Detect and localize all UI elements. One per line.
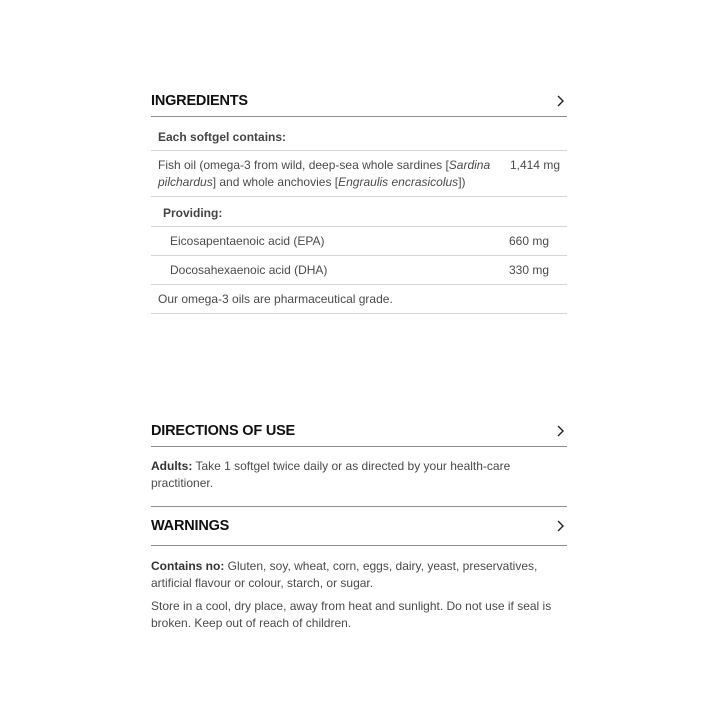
epa-label: Eicosapentaenoic acid (EPA) bbox=[170, 234, 325, 248]
chevron-right-icon[interactable] bbox=[553, 94, 567, 108]
ingredients-table bbox=[151, 117, 567, 314]
directions-text: Adults: Take 1 softgel twice daily or as directed by your health-care practitioner. bbox=[151, 459, 511, 490]
contains-no-label: Contains no: bbox=[151, 559, 225, 573]
ingredients-title: INGREDIENTS bbox=[151, 93, 248, 109]
table-row bbox=[151, 227, 567, 256]
contains-no-text: Contains no: Gluten, soy, wheat, corn, eggs, dairy, yeast, preservatives, artificial flavour or colour, starch, or sugar. bbox=[151, 559, 538, 590]
warnings-title: WARNINGS bbox=[151, 518, 230, 534]
fish-oil-amount: 1,414 mg bbox=[509, 158, 560, 172]
storage-text: Store in a cool, dry place, away from heat and sunlight. Do not use if seal is broken. Keep out of reach of children. bbox=[151, 599, 552, 630]
dha-amount: 330 mg bbox=[508, 263, 549, 277]
chevron-right-icon[interactable] bbox=[553, 424, 567, 438]
adults-label: Adults: bbox=[151, 459, 193, 473]
table-row bbox=[151, 256, 567, 285]
providing-label: Providing: bbox=[163, 206, 223, 220]
ingredients-header[interactable] bbox=[151, 86, 567, 117]
directions-title: DIRECTIONS OF USE bbox=[151, 422, 296, 439]
table-row bbox=[151, 197, 567, 227]
chevron-right-icon[interactable] bbox=[553, 519, 567, 533]
each-softgel-label: Each softgel contains: bbox=[158, 130, 287, 144]
directions-header[interactable] bbox=[151, 415, 567, 447]
table-row bbox=[151, 285, 567, 314]
grade-note: Our omega-3 oils are pharmaceutical grade. bbox=[158, 292, 393, 306]
dha-label: Docosahexaenoic acid (DHA) bbox=[170, 263, 328, 277]
warnings-header[interactable] bbox=[151, 506, 567, 546]
fish-oil-label: Fish oil (omega-3 from wild, deep-sea whole sardines [Sardina pilchardus] and whole anchovies [Engraulis encrasicolus]) bbox=[158, 158, 491, 189]
epa-amount: 660 mg bbox=[508, 234, 549, 248]
table-row bbox=[151, 151, 567, 197]
table-row bbox=[151, 117, 567, 151]
